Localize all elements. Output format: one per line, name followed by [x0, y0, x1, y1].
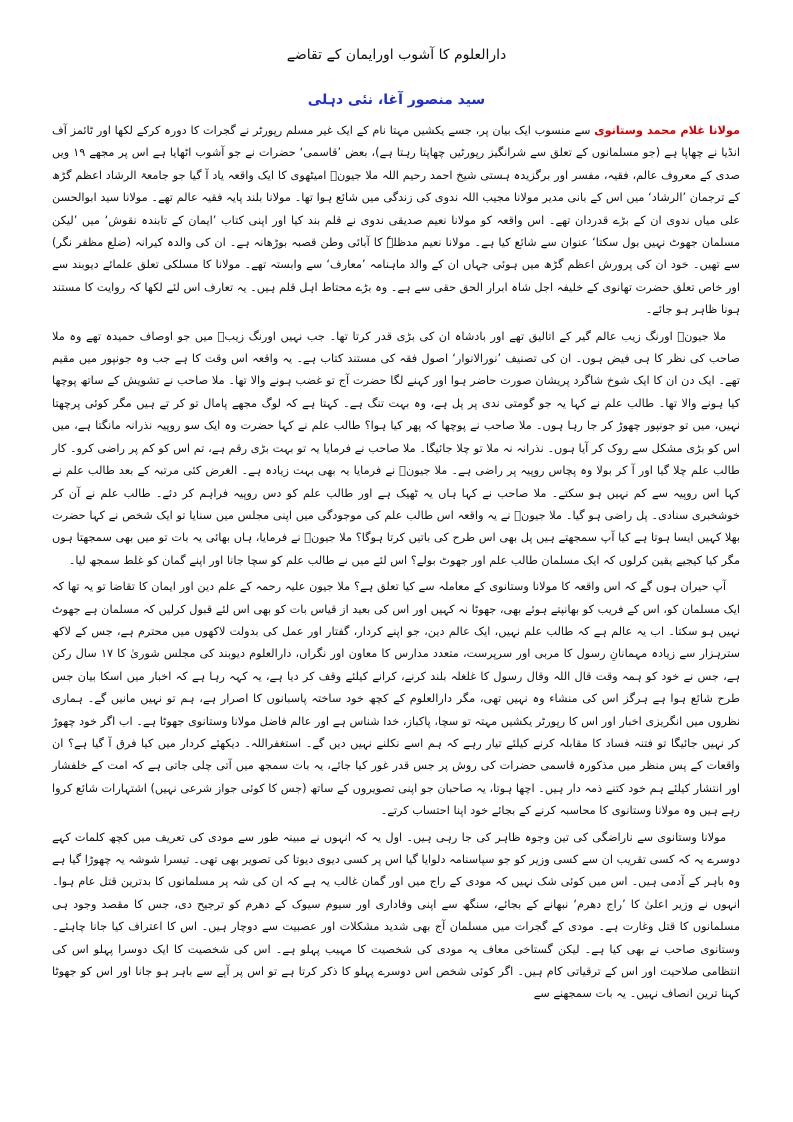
paragraph [52, 120, 740, 322]
article-body [52, 120, 740, 1010]
author-byline: سید منصور آغا، نئی دہلی [307, 92, 486, 108]
subject-name: مولانا غلام محمد وستانوی [594, 124, 740, 137]
paragraph: مولانا وستانوی سے ناراضگی کی تین وجوہ ظاہر کی جا رہی ہیں۔ اول یہ کہ انہوں نے مبینہ طور سے مودی کی تعریف میں کچھ کلمات کہے دوسرے یہ کہ کسی تقریب ان سے کسی وزیر کو جو سپاسنامہ دلوایا گیا اس پر کسی دیوی دیوتا کی تصویر بھی تھی۔ تیسرا شوشہ یہ چھوڑا گیا ہے وہ باہر کے آدمی ہیں۔ اس میں کوئی شک نہیں کہ مودی کے راج میں اور گمان غالب یہ ہے کہ ان کی شہ پر مسلمانوں کا بدترین قتل عام ہوا۔ انہوں نے وزیر اعلیٰ کا ’راج دھرم‘ نبھانے کے بجائے، سنگھ سے اپنی وفاداری اور سیوم سیوک کے دھرم کو ترجیح دی، جس کا مقصد وجود ہی مسلمانوں کا قتل وغارت ہے۔ مودی کے گجرات میں مسلمان آج بھی شدید مشکلات اور عصبیت سے دوچار ہیں۔ اس کا اعتراف کیا جانا چاہئے۔ وستانوی صاحب نے بھی کیا ہے۔ لیکن گستاخی معاف یہ مودی کی شخصیت کا مہیب پہلو ہے۔ اس کی شخصیت کا ایک دوسرا پہلو اس کی انتظامی صلاحیت اور اس کے ترقیاتی کام ہیں۔ اگر کوئی شخص اس دوسرے پہلو کا ذکر کرتا ہے تو اس پر آپے سے باہر ہو جانا اور اس کو جھوٹا کہنا ترین انصاف نہیں۔ یہ بات سمجھنے سے [52, 830, 740, 1001]
paragraph: ملا جیونؒ اورنگ زیب عالم گیر کے اتالیق تھے اور بادشاہ ان کی بڑی قدر کرتا تھا۔ جب نہیں اورنگ زیبؒ میں جو اوصاف حمیدہ تھے وہ ملا صاحب کی نظر کا ہی فیض ہوں۔ ان کی تصنیف ’نورالانوار‘ اصول فقہ کی مستند کتاب ہے۔ یہ واقعہ اس وقت کا ہے جب وہ جونپور میں مقیم تھے۔ ایک دن ان کا ایک شوخ شاگرد پریشان صورت حاضر ہوا اور کہنے لگا حضرت آج تو غضب ہونے والا تھا۔ ملا صاحب نے تشویش کے ساتھ پوچھا کیا ہونے والا تھا۔ طالب علم نے کہا یہ جو گومتی ندی پر پل ہے، وہ بہت تنگ ہے۔ کہتا ہے کہ لوگ مجھے پامال تو کر تے ہیں مگر کوئی پرچھتا نہیں، میں تو جونپور چھوڑ کر جا رہا ہوں۔ ملا صاحب نے پوچھا کہ پھر کیا ہوا؟ طالب علم نے کہا حضرت وہ ایک سو روپیہ نذرانہ مانگتا ہے، میں اس کو بڑی مشکل سے روک کر آیا ہوں۔ نذرانہ نہ ملا تو چلا جائیگا۔ ملا صاحب نے فرمایا یہ تو بہت بڑی رقم ہے، تم اس کو کم پر راضی کرو۔ کار طالب علم چلا گیا اور آ کر بولا وہ پچاس روپیہ پر راضی ہے۔ ملا جیونؒ نے فرمایا یہ بھی بہت زیادہ ہے۔ الغرض کئی مرتبہ کے بعد طالب علم نے کہا اس روپیہ سے کم نہیں ہو سکتے۔ ملا صاحب نے کہا ہاں یہ ٹھیک ہے اور طالب علم کو دس روپیہ فراہم کر دئے۔ طالب علم نے آن کر خوشخبری سنادی۔ پل راضی ہو گیا۔ ملا جیونؒ نے یہ واقعہ اس طالب علم کی موجودگی میں اپنی مجلس میں سنایا تو ایک شخص نے کہا حضرت بھلا کہیں ایسا ہوتا ہے کیا آپ سمجھتے ہیں پل بھی اس طرح کی باتیں کرتا ہوگا؟ ملا جیونؒ نے فرمایا، ہاں بھائی یہ بات تو میں بھی سمجھتا ہوں مگر کیا کیجیے یقین کرلوں کہ ایک مسلمان طالب علم اور جھوٹ بولے؟ اس لئے میں نے طالب علم کو سچا جانا اور اپنے گمان کو غلط سمجھ لیا۔ [52, 329, 740, 567]
paragraph-text: سے منسوب ایک بیان پر، جسے یکشیں مہتا نام کے ایک غیر مسلم رپورٹر نے گجرات کا دورہ کرکے لکھا اور ٹائمز آف انڈیا نے چھاپا ہے (جو مسلمانوں کے تعلق سے شرانگیز رپورٹیں چھاپتا رہتا ہے)، بعض ’قاسمی‘ حضرات نے جو آشوب اٹھایا ہے اس پر مجھے ۱۹ ویں صدی کے معروف عالم، فقیہ، مفسر اور برگزیدہ ہستی شیخ احمد رحیم اللہ ملا جیونؒ امیٹھوی کا ایک واقعہ یاد آ گیا جو جامعۃ الرشاد اعظم گڑھ کے ترجمان ’الرشاد‘ میں اس کے بانی مدیر مولانا مجیب اللہ ندوی کی زندگی میں شائع ہوا تھا۔ مولانا بلند پایہ فقیہ عالم تھے۔ مولانا سید ابوالحسن علی میاں ندوی ان کے بڑے قدردان تھے۔ اس واقعہ کو مولانا نعیم صدیقی ندوی نے قلم بند کیا اور اپنی کتاب ’ایمان کے تابندہ نقوش‘ میں ’لیکن مسلمان جھوٹ نہیں بول سکتا‘ عنوان سے شائع کیا ہے۔ مولانا نعیم مدظلہٗ کا آبائی وطن قصبہ بوڑھانہ ہے۔ ان کی والدہ کیرانہ (ضلع مظفر نگر) سے تھیں۔ خود ان کی پرورش اعظم گڑھ میں ہوئی جہاں ان کے والد ماہنامہ ’معارف‘ سے وابستہ تھے۔ مولانا کا مسلکی تعلق علمائے دیوبند سے اور خاص تعلق حضرت تھانوی کے خلیفہ اجل شاہ ابرار الحق حقی سے ہے۔ وہ بڑے محتاط اہل قلم ہیں۔ یہ تعارف اس لئے لکھا کہ روایت کا مستند ہونا ظاہر ہو جائے۔ [52, 124, 740, 317]
paragraph: آپ حیران ہوں گے کہ اس واقعہ کا مولانا وستانوی کے معاملہ سے کیا تعلق ہے؟ ملا جیون علیہ رحمہ کے علم دین اور ایمان کا تقاضا تو یہ تھا کہ ایک مسلمان کو، اس کے فریب کو بھانپتے ہوئے بھی، جھوٹا نہ کہیں اور اس کی بعید از قیاس بات کو بھی اس لئے قبول کرلیں کہ مسلمان ہے جھوٹ نہیں ہو سکتا۔ اب یہ عالم ہے کہ طالب علم نہیں، ایک عالم دین، جو اپنے کردار، گفتار اور عمل کی بدولت لاکھوں میں محترم ہے، جس کے لاکھ سترہزار سے زیادہ مہمانانِ رسول کا مربی اور سرپرست، متعدد مدارس کا معاون اور نگراں، دارالعلوم دیوبند کی مجلس شوریٰ کا ۱۷ سال رکن ہے، جس نے خود کو ہمہ وقت قال اللہ وقال رسول کا غلغلہ بلند کرنے، کرانے کیلئے وقف کر دیا ہے، یہ کہہ رہا ہے کہ اخبار میں اسکا بیان جس طرح شائع ہوا ہے ہرگز اس کی منشاء وہ نہیں تھی، مگر دارالعلوم کے کچھ خود ساختہ پاسبانوں کا اصرار ہے، ہم تو نہیں مانیں گے۔ ہماری نظروں میں انگریزی اخبار اور اس کا رپورٹر یکشیں مہتہ تو سچا، پاکباز، خدا شناس ہے اور عالم فاضل مولانا وستانوی جھوٹا ہے۔ اب اگر خود چھوڑ کر نہیں جائیگا تو فتنہ فساد کا مقابلہ کرنے کیلئے تیار رہے کہ ہم اسے نکلنے نہیں دیں گے۔ استغفراللہ۔ دیکھئے کردار میں کیا فرق آ گیا ہے؟ ان واقعات کے پس منظر میں مذکورہ قاسمی حضرات کی روش پر جس قدر غور کیا جائے، یہ بات سمجھ میں آتی چلی جاتی ہے کہ امت کے خلفشار اور انتشار کیلئے ہم خود کتنے ذمہ دار ہیں۔ اچھا ہوتا، یہ صاحبان جو اپنی تصویروں کے ساتھ (جس کا کوئی جواز شرعی نہیں) اشتہارات شائع کروا رہے ہیں وہ مولانا وستانوی کا محاسبہ کرنے کے بجائے خود اپنا احتساب کرتے۔ [52, 580, 741, 818]
article-title: دارالعلوم کا آشوب اورایمان کے تقاضے [286, 47, 507, 63]
